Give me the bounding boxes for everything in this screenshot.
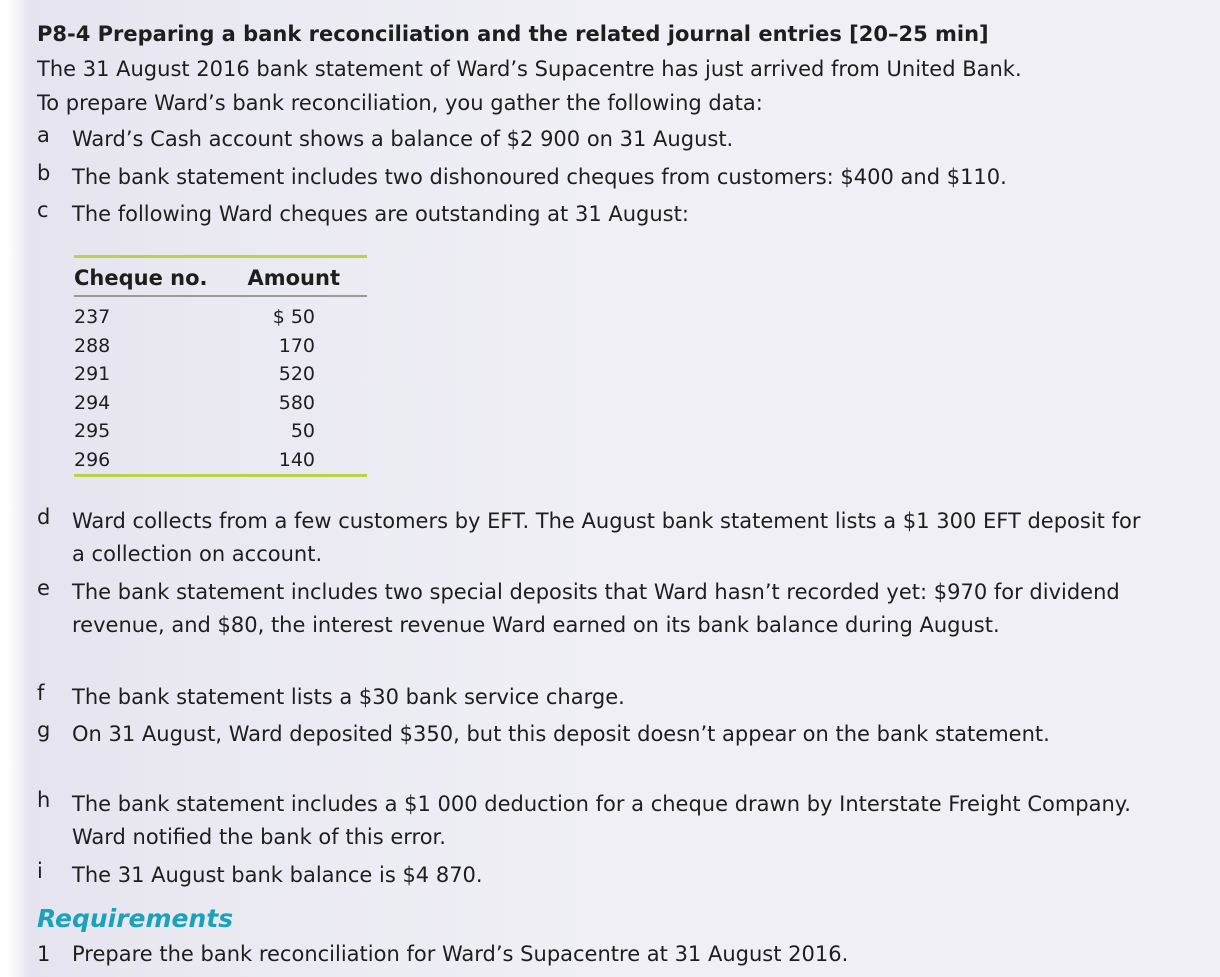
item-letter: f bbox=[37, 681, 45, 705]
item-text: The 31 August bank balance is $4 870. bbox=[72, 863, 483, 887]
table-row bbox=[74, 296, 367, 332]
requirement-item-1 bbox=[37, 942, 848, 966]
item-letter: c bbox=[37, 198, 49, 222]
item-text: The bank statement includes two dishonoured cheques from customers: $400 and $110. bbox=[72, 165, 1007, 189]
item-text: On 31 August, Ward deposited $350, but this deposit doesn’t appear on the bank statement. bbox=[72, 722, 1050, 746]
item-letter: b bbox=[37, 161, 51, 185]
item-letter: g bbox=[37, 718, 51, 742]
cheque-amount: 140 bbox=[278, 448, 316, 471]
cheque-number: 294 bbox=[74, 391, 111, 414]
cheque-amount: 520 bbox=[278, 363, 316, 386]
item-text: Ward’s Cash account shows a balance of $2 900 on 31 August. bbox=[72, 127, 734, 151]
table-row bbox=[74, 389, 367, 418]
requirement-text: Prepare the bank reconciliation for Ward’s Supacentre at 31 August 2016. bbox=[72, 942, 849, 966]
item-text: The following Ward cheques are outstanding at 31 August: bbox=[72, 202, 689, 226]
column-header-amount: Amount bbox=[208, 258, 368, 296]
problem-title: P8-4 Preparing a bank reconciliation and the related journal entries [20–25 min] bbox=[37, 22, 989, 46]
item-letter: h bbox=[37, 788, 51, 812]
item-text: The bank statement includes two special deposits that Ward hasn’t recorded yet: $970 for dividend revenue, and $80, the interest revenue Ward earned on its bank balance during August. bbox=[72, 580, 1120, 637]
item-letter: e bbox=[37, 576, 50, 600]
cheque-amount: 170 bbox=[278, 334, 316, 357]
column-header-cheque-no: Cheque no. bbox=[74, 258, 208, 296]
cheque-number: 291 bbox=[74, 363, 111, 386]
table-row bbox=[74, 332, 367, 361]
table-row bbox=[74, 417, 367, 446]
cheque-number: 288 bbox=[74, 334, 111, 357]
cheque-number: 296 bbox=[74, 448, 111, 471]
outstanding-cheques-table bbox=[74, 255, 367, 477]
item-text: The bank statement lists a $30 bank service charge. bbox=[72, 685, 625, 709]
requirements-heading: Requirements bbox=[37, 904, 234, 933]
item-letter: d bbox=[37, 505, 51, 529]
requirement-number: 1 bbox=[37, 942, 51, 966]
table-row bbox=[74, 446, 367, 475]
table-row bbox=[74, 360, 367, 389]
item-text: The bank statement includes a $1 000 deduction for a cheque drawn by Interstate Freight Company. Ward notified the bank of this error. bbox=[72, 792, 1131, 849]
item-letter: i bbox=[37, 859, 43, 883]
item-letter: a bbox=[37, 123, 50, 147]
cheque-amount: 580 bbox=[278, 391, 316, 414]
cheque-number: 295 bbox=[74, 420, 111, 443]
cheque-amount: 50 bbox=[290, 420, 316, 443]
intro-line-2: To prepare Ward’s bank reconciliation, you gather the following data: bbox=[37, 91, 763, 115]
cheque-amount: $ 50 bbox=[272, 306, 316, 329]
item-text: Ward collects from a few customers by EFT. The August bank statement lists a $1 300 EFT deposit for a collection on account. bbox=[72, 509, 1141, 566]
cheque-number: 237 bbox=[74, 306, 111, 329]
intro-line-1: The 31 August 2016 bank statement of Ward’s Supacentre has just arrived from United Bank. bbox=[37, 57, 1022, 81]
